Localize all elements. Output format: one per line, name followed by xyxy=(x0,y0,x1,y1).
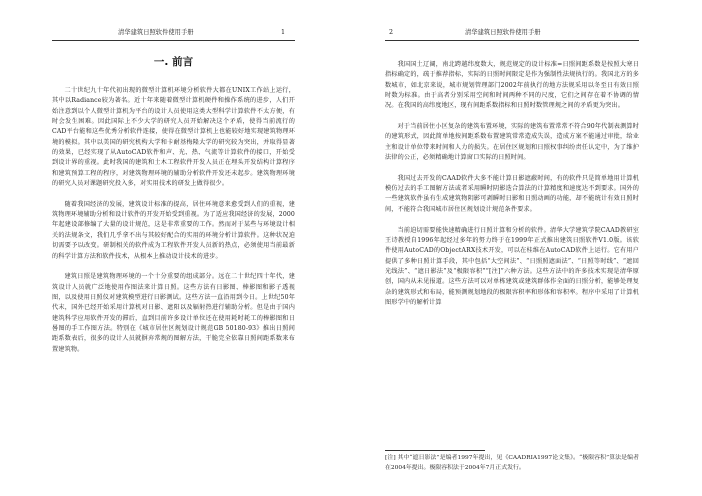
footnote: [注] 其中“遮日影法”是编者1997年提出，见《CAADRIA1997论文集》。“极限容积”算法是编者在2004年提出。极限容积法于2004年7月正式发行。 xyxy=(385,455,639,471)
right-page-body xyxy=(385,60,639,319)
paragraph: 当前迫切需要能快速精确进行日照计算和分析的软件。清华大学建筑学院CAAD教研室王诗教授自1996年起经过多年的努力终于在1999年正式推出建筑日照软件V1.0版。该软件使用AutoCAD的ObjectARX技术开发，可以在桂维在AutoCAD软件上运行。它有用户提供了多种日照计算手段，其中包括“大空间法”、“日照照遮面法”、“日照等时线”、“遮回光线法”、“遮日影法”及“极限容积”“[注]”六种方法。这些方法中的许多技术实现是清华原创，国内从未见报道。这些方法可以对单栋建筑或建筑群体作全面的日照分析，能够处理复杂的建筑形式和布局，能预测规划地段的极限容积率和形体和容积率。程序中采用了计算机图形学中的解析计算 xyxy=(385,226,639,306)
paragraph: 对于当前居住小区复杂的建筑布置环境，实际的建筑布置常常不符合90年代制表测算时的建筑形式，因此简单地按间距系数布置建筑常常造成失误，造成方案不能通过审批，给业主和设计单位带来时间和人力的损失。在居住区规划和日照权事纠纷责任认定中，为了维护法律的公正，必须精确地计算窗口实际的日照时间。 xyxy=(385,123,639,162)
paragraph: 随着我国经济的发展，建筑设计标准的提高，居住环境意来愈受到人们的重视，建筑物理环境辅助分析和设计软件的开发开始受到重视。为了适应我国经济的发展，2000年起建设部修编了大量的设计规范，这是非常重要的工作。然而对于某些与环境设计相关的法规条文，我们几乎拿不出与其较好配合的实用的环境分析计算软件。这种状况迫切需要予以改变。研制相关的软件成为工程软件开发人员新的热点，必须使用当前最新的科学计算方法和软件技术，从根本上推动设计技术的进步。 xyxy=(52,200,295,260)
chapter-title: 一. 前言 xyxy=(153,56,194,68)
page-number: 2 xyxy=(389,29,394,36)
right-page-header xyxy=(385,26,639,41)
paragraph: 我国过去开发的CAAD软件大多不能计算日影遮蔽时间，有的软件只是简单地用计算机模仿过去的手工图解方法或者采用瞬时阴影迭合算法的计算精度和速度达不到要求。国外的一些建筑软件虽有生成建筑物阴影可剥瞬时日影和日照动画的功能，却不能统计有效日照时间，不能符合我国城市居住区规划设计规范条件要求。 xyxy=(385,174,639,213)
footnote-divider xyxy=(385,450,485,451)
right-page xyxy=(351,0,702,496)
running-title: 清华建筑日照软件使用手册 xyxy=(465,29,541,36)
paragraph: 我国国土辽阔，南北跨越纬度数大，规范规定的设计标准=日照间距系数是按照大寒日指标确定的，疏于推荐指标，实际的日照时间限定是作为强制性法规执行的。我国北方的多数城市，如北京来说，城市规划管理部门2002年前执行的地方法规采用以冬至日有效日照时数为标准。由于高者分别采用空间和时间两种不同的尺度，它们之间存在着不协调的情况。在我国的高纬度地区，现有间距系数指标和日照时数管理规之间的矛盾更为突出。 xyxy=(385,61,639,110)
left-page-header xyxy=(52,26,295,41)
paragraph: 建筑日照是建筑物理环境的一个十分重要的组成部分。远在二十世纪四十年代，建筑设计人员就广泛地使用作图法来计算日照。这些方法有日影图、棒影图和影子透视图，以及使用日照仪对建筑模型进行日影测试。这些方法一直沿用到今日。上世纪50年代末，国外已经开始采用计算机对日影、遮阳以及辐射热进行辅助分析。但是由于国内建筑科学应用软件开发的滞后，直到目前许多设计单位还在使用耗时耗工的棒影图和日晷图的手工作图方法。特别在《城市居住区规划设计规范GB 50180-93》推出日照间距系数表后，很多的设计人员就摒弃常规的图解方法，干脆完全依靠日照间距系数来布置建筑物。 xyxy=(52,273,295,353)
running-title: 清华建筑日照软件使用手册 xyxy=(118,29,194,36)
paragraph: 二十世纪九十年代初出现的微型计算机环境分析软件大都在UNIX工作站上运行，其中以Radiance较为著名。近十年来随着微型计算机硬件和操作系统的进步，人们开始注意到以个人微型计算机为平台的设计人员使用这类大型科学计算软件不太方便，有时会发生困难。因此国际上不少大学的研究人员开始解决这个矛盾，使得当前流行的CAD平台能和这些优秀分析软件连接，使得在微型计算机上也能较好地实现建筑物理环境的模拟。其中以美国的研究机构大学和卡耐基梅隆大学的研究较为突出，并取得显著的效果，已经实现了从AutoCAD软件和声、光、热、气流等计算软件的接口，开始受到设计界的重视。此时我国的建筑和土木工程软件开发人员正在埋头开发结构计算程序和建筑预算工程的程序，对建筑物理环境的辅助分析软件开发还未起步。建筑物理环境的研究人员对课题研究投入多，对实用技术的研发上做得很少。 xyxy=(52,87,295,188)
page-number: 1 xyxy=(280,29,285,36)
left-page-body xyxy=(52,86,295,365)
